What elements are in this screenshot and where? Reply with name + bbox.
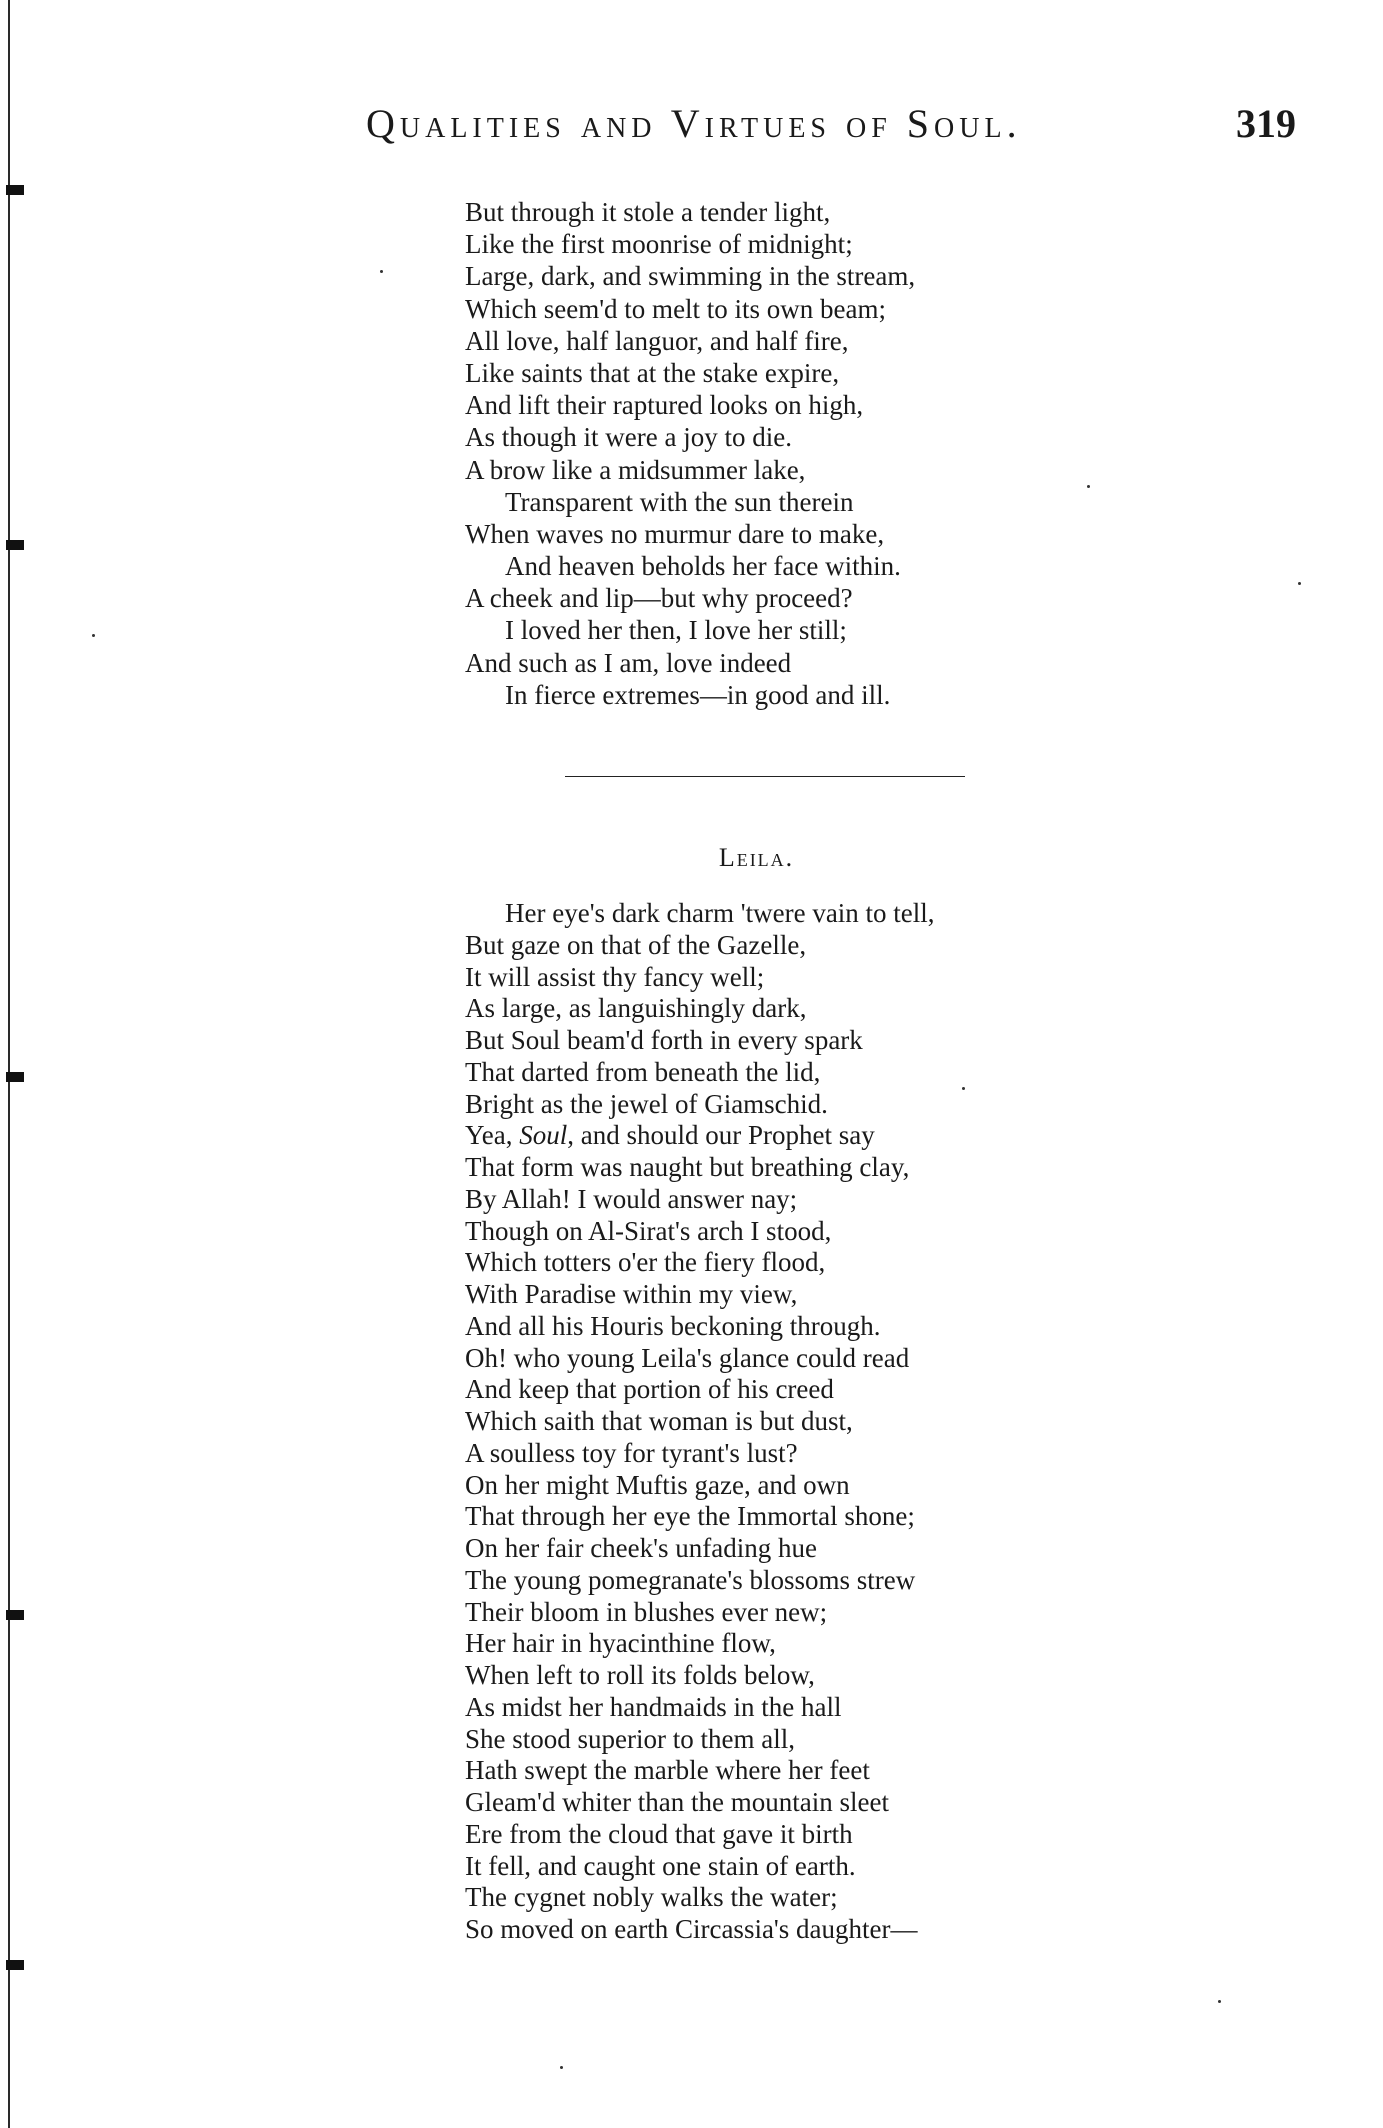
page-number: 319 <box>1236 101 1296 146</box>
verse-line: Bright as the jewel of Giamschid. <box>465 1088 828 1119</box>
verse-line: Yea, Soul, and should our Prophet say <box>465 1120 875 1151</box>
verse-line: But Soul beam'd forth in every spark <box>465 1025 863 1055</box>
verse-line: As large, as languishingly dark, <box>465 993 807 1024</box>
verse-line: By Allah! I would answer nay; <box>465 1183 798 1214</box>
verse-line: That through her eye the Immortal shone; <box>465 1501 915 1532</box>
ink-speck <box>560 2066 563 2069</box>
verse-line: Ere from the cloud that gave it birth <box>465 1818 853 1849</box>
verse-line: Their bloom in blushes ever new; <box>465 1596 828 1627</box>
verse-line: The young pomegranate's blossoms strew <box>465 1564 916 1595</box>
verse-line: Her eye's dark charm 'twere vain to tell, <box>505 898 935 928</box>
section-divider <box>565 776 965 777</box>
verse-line: That form was naught but breathing clay, <box>465 1152 910 1182</box>
binding-mark <box>6 1072 24 1082</box>
verse-line: And such as I am, love indeed <box>465 647 792 678</box>
verse-line: That darted from beneath the lid, <box>465 1056 821 1087</box>
verse-line: Which saith that woman is but dust, <box>465 1406 853 1436</box>
verse-line: All love, half languor, and half fire, <box>465 325 849 356</box>
verse-line: And heaven beholds her face within. <box>505 551 901 582</box>
verse-line: Large, dark, and swimming in the stream, <box>465 261 916 292</box>
ink-speck <box>1218 2000 1221 2003</box>
verse-line: Hath swept the marble where her feet <box>465 1755 870 1786</box>
verse-line: Oh! who young Leila's glance could read <box>465 1342 910 1373</box>
verse-line: When left to roll its folds below, <box>465 1660 815 1690</box>
ink-speck <box>92 634 95 637</box>
verse-line: In fierce extremes—in good and ill. <box>505 679 891 710</box>
verse-line: Like the first moonrise of midnight; <box>465 229 853 260</box>
verse-line: On her fair cheek's unfading hue <box>465 1533 817 1563</box>
verse-line: When waves no murmur dare to make, <box>465 518 885 549</box>
verse-line: A brow like a midsummer lake, <box>465 454 806 485</box>
emphasized-word: Soul <box>519 1120 568 1151</box>
ink-speck <box>380 270 383 273</box>
verse-line: Her hair in hyacinthine flow, <box>465 1628 776 1659</box>
binding-mark <box>6 1960 24 1970</box>
verse-line: And all his Houris beckoning through. <box>465 1310 881 1341</box>
ink-speck <box>1298 582 1301 585</box>
verse-line: So moved on earth Circassia's daughter— <box>465 1914 918 1944</box>
section-title: Leila. <box>718 843 795 872</box>
verse-line: Which seem'd to melt to its own beam; <box>465 293 887 324</box>
verse-line: As midst her handmaids in the hall <box>465 1691 842 1722</box>
verse-line: Gleam'd whiter than the mountain sleet <box>465 1787 889 1817</box>
running-title: Qualities and Virtues of Soul. <box>366 101 1022 146</box>
verse-line: Which totters o'er the fiery flood, <box>465 1247 826 1278</box>
verse-line: With Paradise within my view, <box>465 1279 798 1309</box>
running-head <box>366 100 1296 160</box>
ink-speck <box>1087 485 1090 488</box>
verse-line: It fell, and caught one stain of earth. <box>465 1850 856 1881</box>
verse-line: A soulless toy for tyrant's lust? <box>465 1437 798 1468</box>
binding-mark <box>6 1610 24 1620</box>
verse-line: It will assist thy fancy well; <box>465 961 765 992</box>
verse-line: On her might Muftis gaze, and own <box>465 1469 850 1500</box>
poem-leila <box>465 898 935 1946</box>
verse-line: But through it stole a tender light, <box>465 197 831 227</box>
page-edge-line <box>8 0 10 2128</box>
verse-line: She stood superior to them all, <box>465 1723 795 1754</box>
verse-line: Though on Al-Sirat's arch I stood, <box>465 1215 832 1246</box>
verse-line: A cheek and lip—but why proceed? <box>465 583 853 614</box>
verse-line: The cygnet nobly walks the water; <box>465 1882 838 1913</box>
verse-line: But gaze on that of the Gazelle, <box>465 929 807 960</box>
verse-line: And keep that portion of his creed <box>465 1374 834 1405</box>
binding-mark <box>6 540 24 550</box>
verse-line: As though it were a joy to die. <box>465 422 792 453</box>
verse-line: I loved her then, I love her still; <box>505 615 847 646</box>
verse-line: And lift their raptured looks on high, <box>465 390 864 421</box>
binding-mark <box>6 185 24 195</box>
verse-line: Transparent with the sun therein <box>505 486 854 517</box>
poem-continued <box>465 196 915 711</box>
verse-line: Like saints that at the stake expire, <box>465 357 840 388</box>
ink-speck <box>962 1087 965 1090</box>
